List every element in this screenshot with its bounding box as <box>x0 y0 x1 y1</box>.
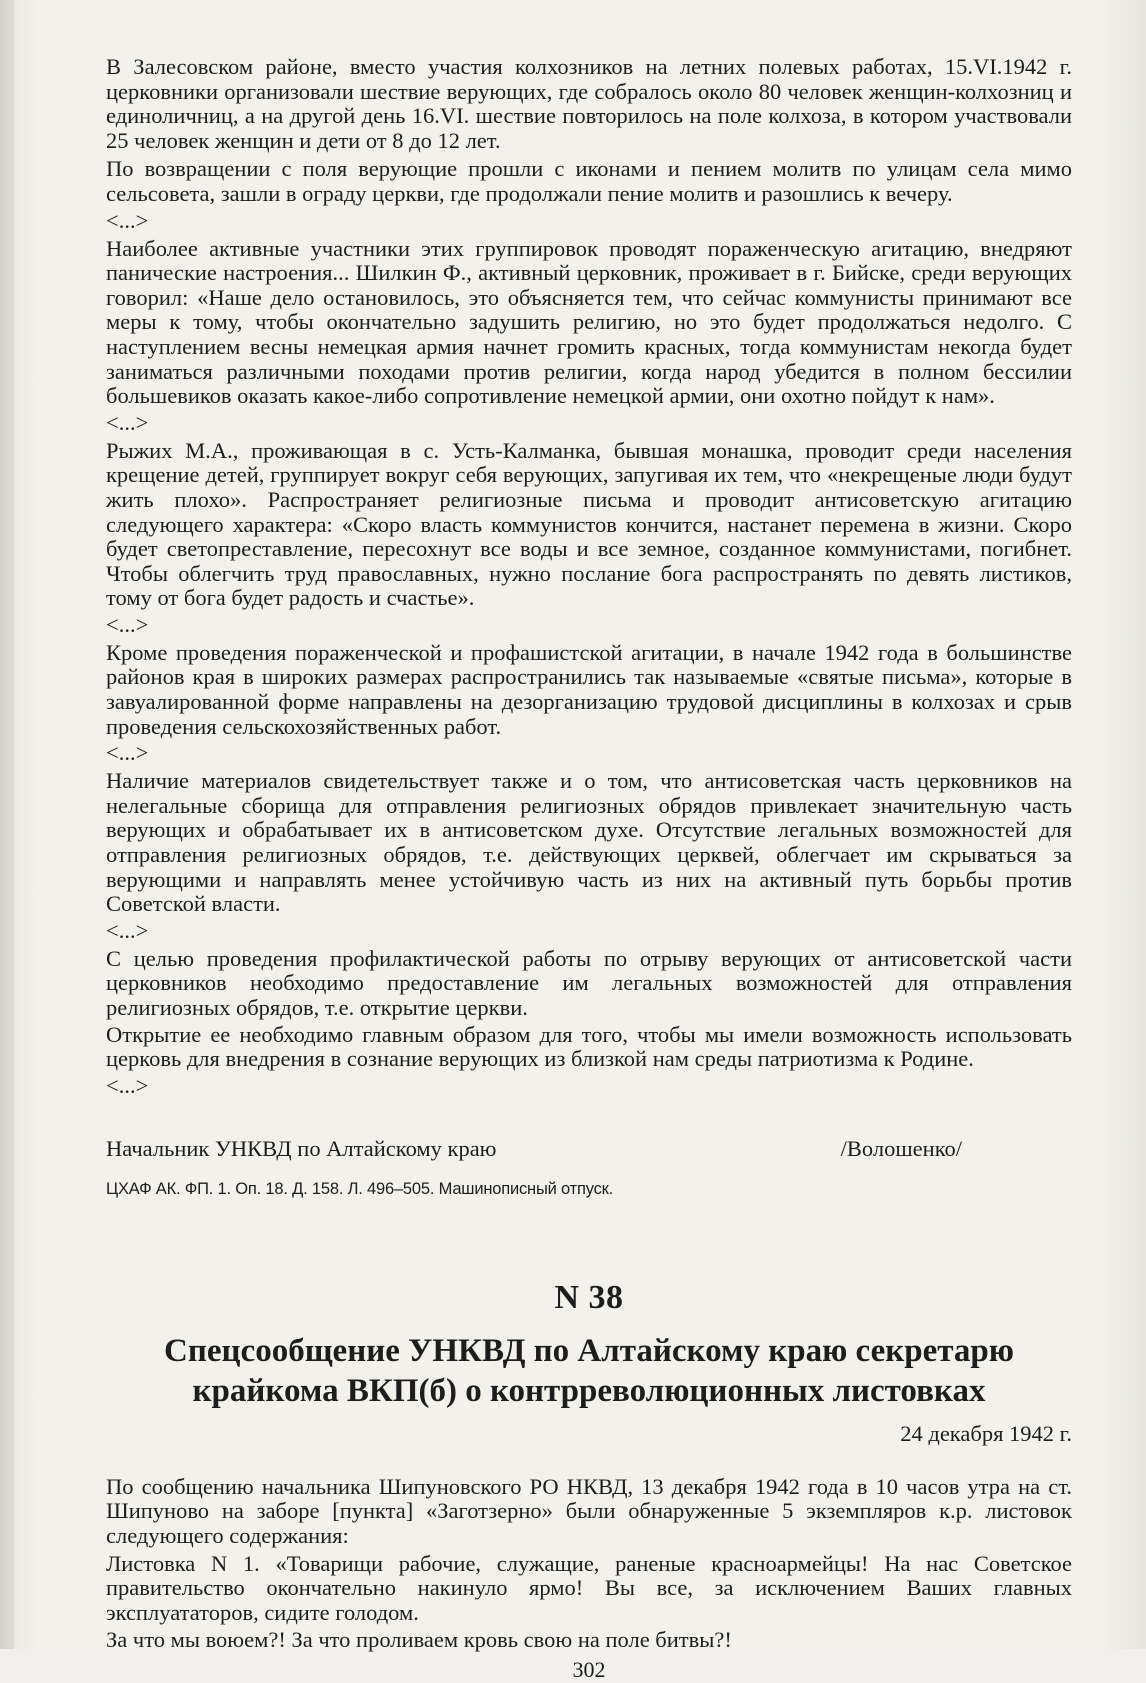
document-title: Спецсообщение УНКВД по Алтайскому краю секретарю крайкома ВКП(б) о контрреволюционных листовках <box>164 1332 1014 1409</box>
paragraph: Наличие материалов свидетельствует также и о том, что антисоветская часть церковников на нелегальные сборища для отправления религиозных обрядов привлекает значительную часть верующих и обрабатывает их в антисоветском духе. Отсутствие легальных возможностей для отправления религиозных обрядов, т.е. действующих церквей, облегчает им скрываться за верующими и направлять менее устойчивую часть из них на активный путь борьбы против Советской власти. <box>106 768 1072 917</box>
paragraph: Открытие ее необходимо главным образом для того, чтобы мы имели возможность использовать церковь для внедрения в сознание верующих из близкой нам среды патриотизма к Родине. <box>106 1021 1072 1072</box>
archival-source-note: ЦХАФ АК. ФП. 1. Оп. 18. Д. 158. Л. 496–505. Машинописный отпуск. <box>106 1179 614 1198</box>
document-body <box>106 1475 1072 1653</box>
omission-mark: <...> <box>106 207 149 233</box>
omission-mark: <...> <box>106 917 149 943</box>
page-number: 302 <box>572 1656 606 1682</box>
signature-name: /Волошенко/ <box>840 1135 962 1161</box>
omission-mark: <...> <box>106 1072 149 1098</box>
paragraph: С целью проведения профилактической работы по отрыву верующих от антисоветской части церковников необходимо предоставление им легальных возможностей для отправления религиозных обрядов, т.е. открытие церкви. <box>106 945 1072 1020</box>
paragraph: В Залесовском районе, вместо участия колхозников на летних полевых работах, 15.VI.1942 г. церковники организовали шествие верующих, где собралось около 80 человек женщин-колхозниц и единоличниц, а на другой день 16.VI. шествие повторилось на поле колхоза, в котором участвовали 25 человек женщин и дети от 8 до 12 лет. <box>106 54 1072 153</box>
signature-position: Начальник УНКВД по Алтайскому краю <box>106 1135 497 1161</box>
omission-mark: <...> <box>106 611 149 637</box>
document-date: 24 декабря 1942 г. <box>900 1420 1072 1446</box>
paragraph: По сообщению начальника Шипуновского РО НКВД, 13 декабря 1942 года в 10 часов утра на ст. Шипуново на заборе [пункта] «Заготзерно» были обнаруженные 5 экземпляров к.р. листовок следующего содержания: <box>106 1473 1072 1548</box>
signature-block <box>106 1136 1072 1162</box>
paragraph: Листовка N 1. «Товарищи рабочие, служащие, раненые красноармейцы! На нас Советское правительство окончательно накинуло ярмо! Вы все, за исключением Ваших главных эксплуататоров, сидите голодом. <box>106 1550 1072 1625</box>
document-number: N 38 <box>554 1278 624 1316</box>
paragraph: Наиболее активные участники этих группировок проводят пораженческую агитацию, внедряют панические настроения... Шилкин Ф., активный церковник, проживает в г. Бийске, среди верующих говорил: «Наше дело остановилось, это объясняется тем, что сейчас коммунисты принимают все меры к тому, чтобы окончательно задушить религию, но это будет продолжаться недолго. С наступлением весны немецкая армия начнет громить красных, тогда коммунистам некогда будет заниматься различными походами против религии, когда народ убедится в полном бессилии большевиков оказать какое-либо сопротивление немецкой армии, они охотно пойдут к нам». <box>106 235 1072 409</box>
paragraph: Рыжих М.А., проживающая в с. Усть-Калманка, бывшая монашка, проводит среди населения крещение детей, группирует вокруг себя верующих, запугивая их тем, что «некрещеные люди будут жить плохо». Распространяет религиозные письма и проводит антисоветскую агитацию следующего характера: «Скоро власть коммунистов кончится, настанет перемена в жизни. Скоро будет светопреставление, пересохнут все воды и все земное, созданное коммунистами, погибнет. Чтобы облегчить труд православных, нужно послание бога распространять по девять листиков, тому от бога будет радость и счастье». <box>106 437 1072 611</box>
paragraph: За что мы воюем?! За что проливаем кровь свою на поле битвы?! <box>106 1627 732 1653</box>
paragraph: Кроме проведения пораженческой и профашистской агитации, в начале 1942 года в большинстве районов края в широких размерах распространились так называемые «святые письма», которые в завуалированной форме направлены на дезорганизацию трудовой дисциплины в колхозах и срыв проведения сельскохозяйственных работ. <box>106 639 1072 739</box>
omission-mark: <...> <box>106 740 149 766</box>
omission-mark: <...> <box>106 409 149 435</box>
paragraph: По возвращении с поля верующие прошли с иконами и пением молитв по улицам села мимо сельсовета, зашли в ограду церкви, где продолжали пение молитв и разошлись к вечеру. <box>106 156 1072 206</box>
